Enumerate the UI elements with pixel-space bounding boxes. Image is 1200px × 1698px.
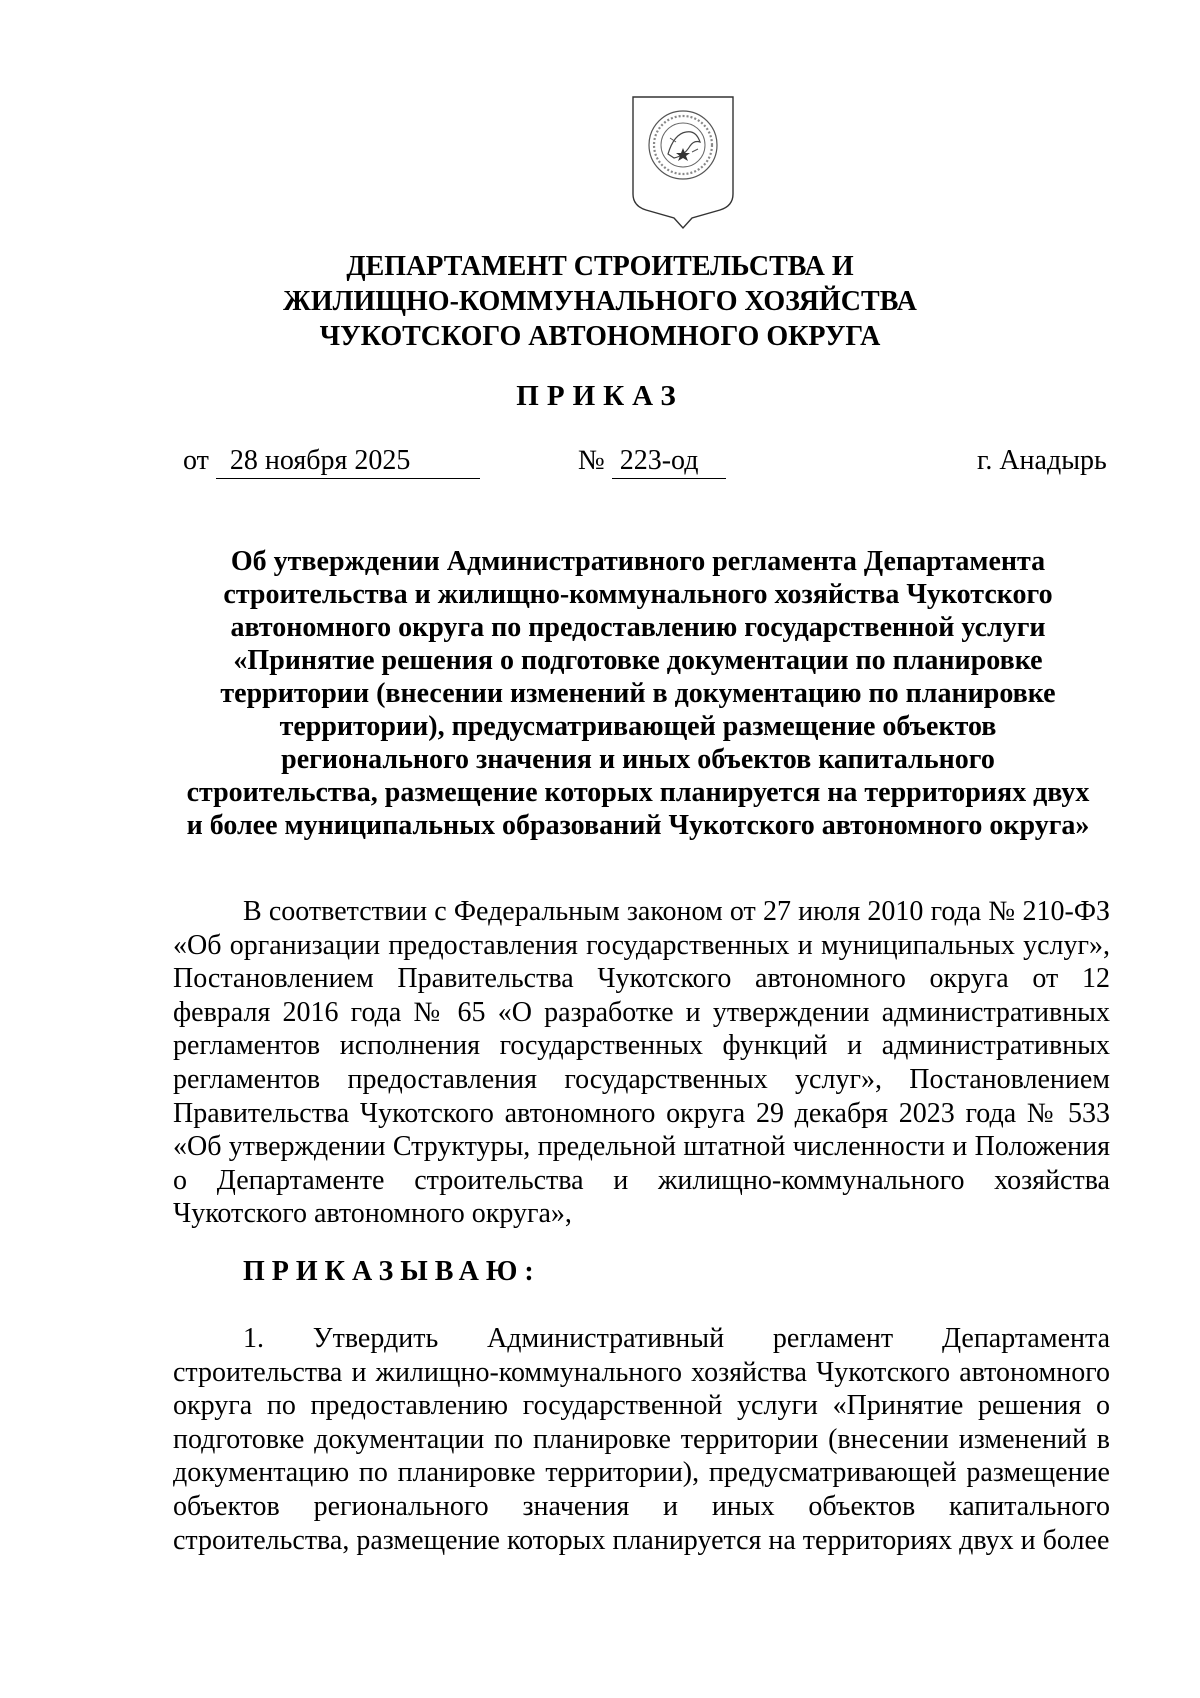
subject-line: территории), предусматривающей размещение объектов bbox=[279, 711, 997, 742]
subject-line: автономного округа по предоставлению государственной услуги bbox=[230, 612, 1046, 643]
order-number: 223-од bbox=[612, 444, 726, 479]
order-date: 28 ноября 2025 bbox=[216, 444, 480, 479]
preamble-paragraph: В соответствии с Федеральным законом от 27 июля 2010 года № 210-ФЗ «Об организации предоставления государственных и муниципальных услуг», Постановлением Правительства Чукотского автономного округа от 12 февраля 2016 года № 65 «О разработке и утверждении административных регламентов исполнения государственных функций и административных регламентов предоставления государственных услуг», Постановлением Правительства Чукотского автономного округа 29 декабря 2023 года № 533 «Об утверждении Структуры, предельной штатной численности и Положения о Департаменте строительства и жилищно-коммунального хозяйства Чукотского автономного округа», bbox=[173, 896, 1110, 1230]
coat-of-arms-icon bbox=[630, 94, 736, 230]
document-type: ПРИКАЗ bbox=[516, 380, 684, 412]
department-name bbox=[0, 249, 1200, 354]
order-subject bbox=[170, 545, 1106, 842]
subject-line: строительства и жилищно-коммунального хозяйства Чукотского bbox=[223, 579, 1053, 610]
subject-line: строительства, размещение которых планируется на территориях двух bbox=[186, 777, 1090, 808]
item-1-paragraph: 1. Утвердить Административный регламент Департамента строительства и жилищно-коммунального хозяйства Чукотского автономного округа по предоставлению государственной услуги «Принятие решения о подготовке документации по планировке территории (внесении изменений в документацию по планировке территории), предусматривающей размещение объектов регионального значения и иных объектов капитального строительства, размещение которых планируется на территориях двух и более bbox=[173, 1323, 1110, 1556]
item-section bbox=[173, 1322, 1110, 1557]
order-date-block bbox=[183, 444, 480, 479]
preamble-section bbox=[173, 895, 1110, 1231]
subject-line: и более муниципальных образований Чукотского автономного округа» bbox=[186, 810, 1090, 841]
department-line: ДЕПАРТАМЕНТ СТРОИТЕЛЬСТВА И bbox=[346, 251, 854, 282]
subject-line: регионального значения и иных объектов капитального bbox=[281, 744, 995, 775]
coat-of-arms bbox=[630, 94, 736, 230]
from-label: от bbox=[183, 445, 209, 476]
subject-line: «Принятие решения о подготовке документации по планировке bbox=[233, 645, 1043, 676]
city: г. Анадырь bbox=[977, 445, 1107, 476]
subject-line: Об утверждении Административного регламента Департамента bbox=[230, 546, 1046, 577]
department-line: ЖИЛИЩНО-КОММУНАЛЬНОГО ХОЗЯЙСТВА bbox=[283, 286, 917, 317]
department-line: ЧУКОТСКОГО АВТОНОМНОГО ОКРУГА bbox=[319, 321, 881, 352]
subject-line: территории (внесении изменений в документацию по планировке bbox=[220, 678, 1056, 709]
decree-word: ПРИКАЗЫВАЮ: bbox=[243, 1256, 541, 1287]
number-label: № bbox=[578, 445, 605, 476]
order-number-block bbox=[578, 444, 726, 479]
